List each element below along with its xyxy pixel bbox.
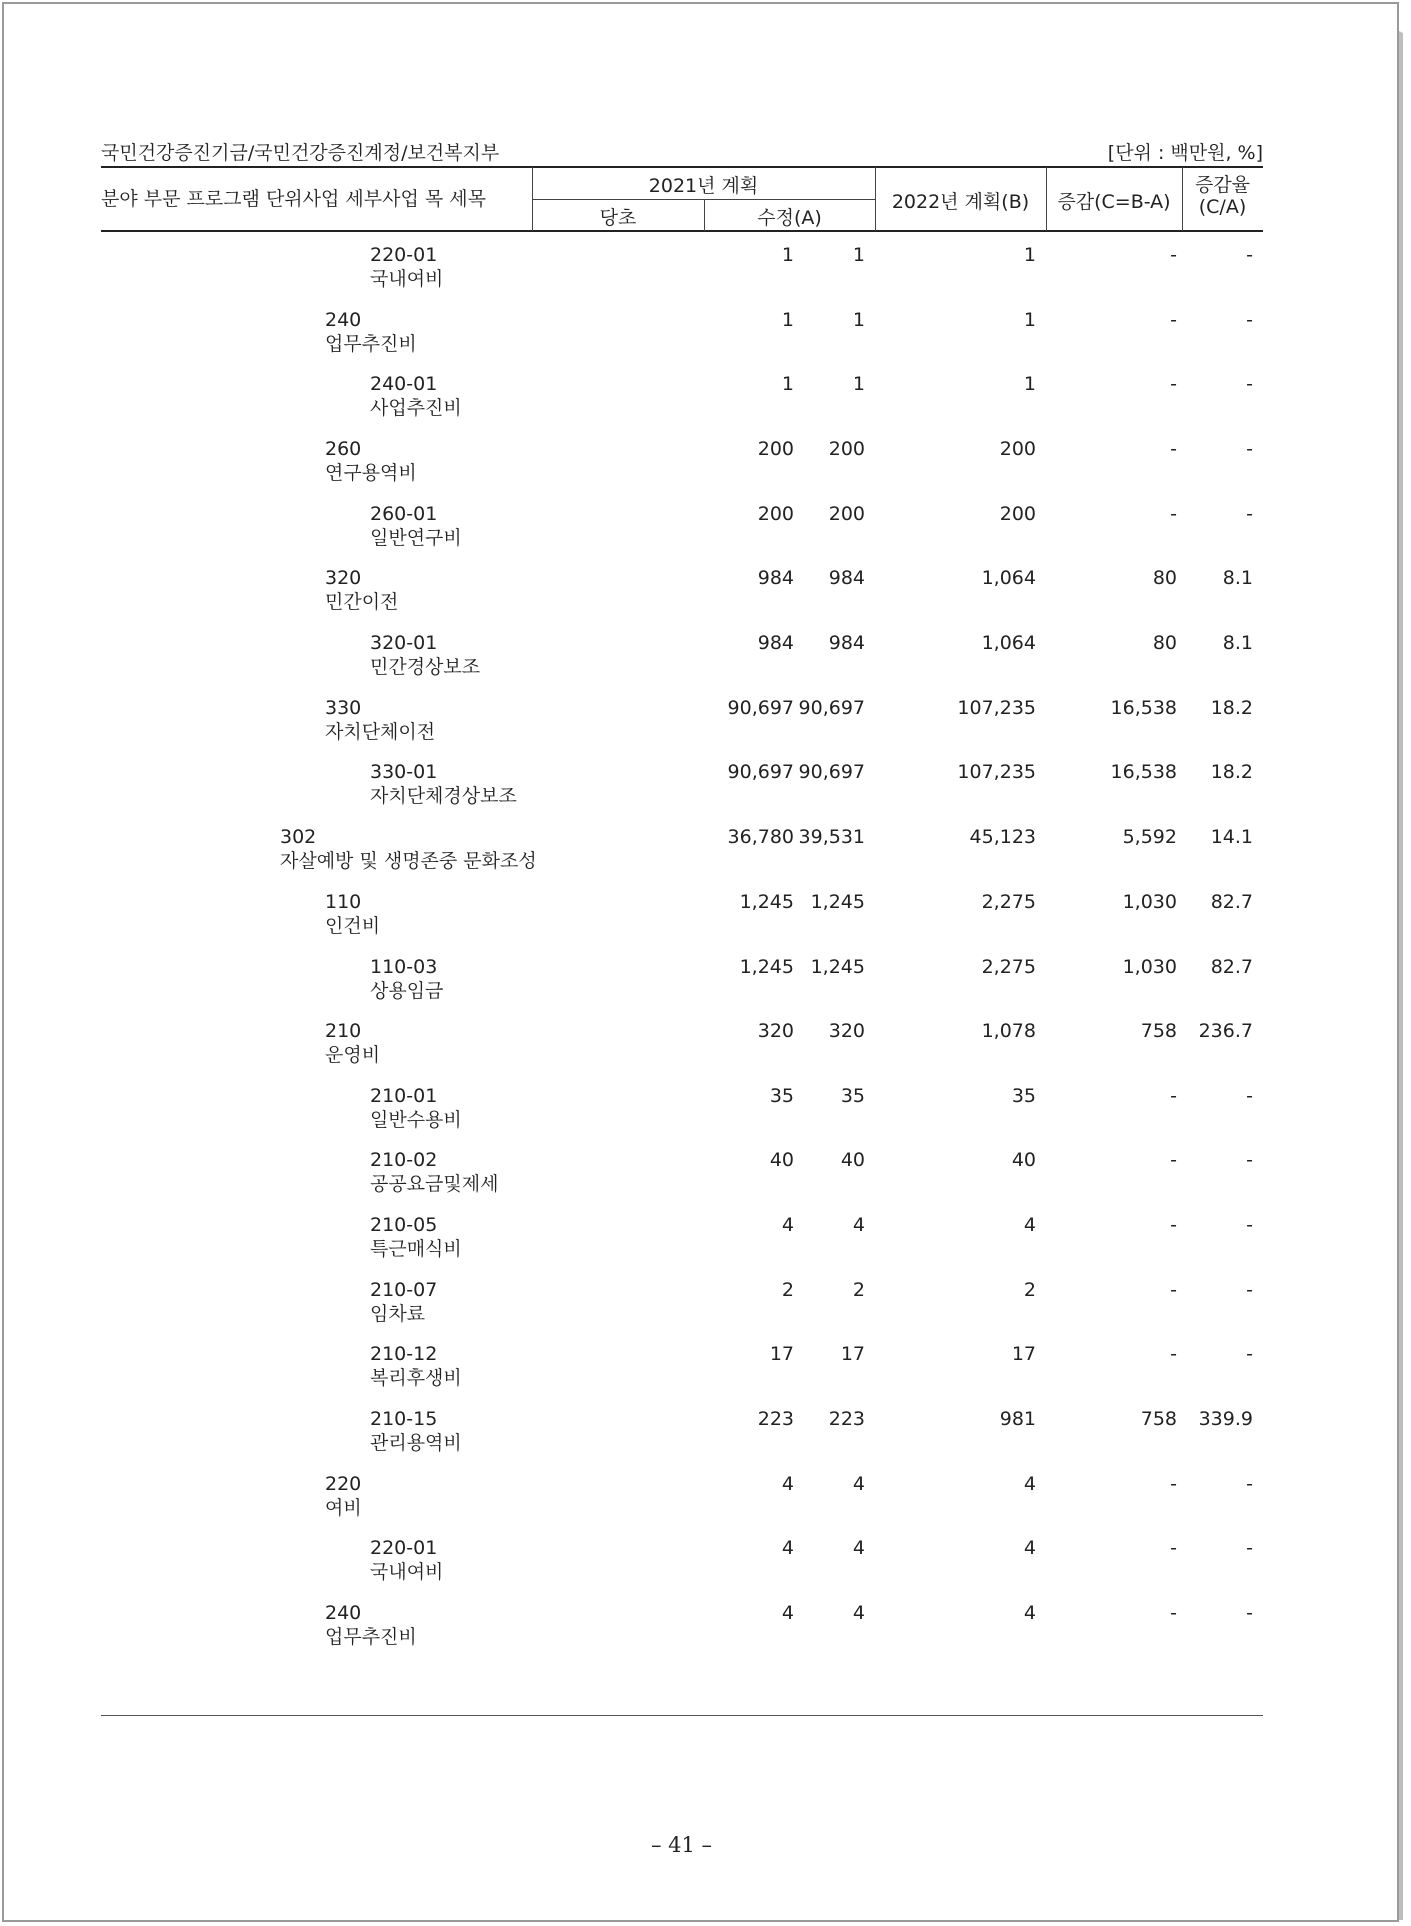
table-row [101, 891, 1263, 951]
row-name: 특근매식비 [370, 1238, 462, 1260]
row-plan-2022: 45,123 [969, 826, 1036, 848]
row-initial: 4 [781, 1214, 794, 1236]
row-code: 330 [325, 697, 362, 719]
header-rate [1182, 174, 1263, 218]
row-revised: 4 [852, 1473, 865, 1495]
row-change: - [1170, 373, 1177, 395]
row-plan-2022: 107,235 [957, 697, 1036, 719]
row-revised: 223 [828, 1408, 865, 1430]
table-row [101, 632, 1263, 692]
header-plan-2022: 2022년 계획(B) [891, 191, 1030, 213]
table-row [101, 1343, 1263, 1403]
row-rate: - [1246, 1085, 1253, 1107]
row-change: 758 [1140, 1020, 1177, 1042]
row-plan-2022: 1 [1023, 244, 1036, 266]
row-change: 80 [1152, 632, 1177, 654]
row-change: - [1170, 244, 1177, 266]
row-revised: 4 [852, 1537, 865, 1559]
row-name: 운영비 [325, 1044, 381, 1066]
row-rate: 8.1 [1222, 632, 1253, 654]
row-plan-2022: 2 [1023, 1279, 1036, 1301]
row-revised: 1 [852, 309, 865, 331]
row-revised: 1,245 [810, 891, 865, 913]
row-code: 330-01 [370, 761, 438, 783]
row-initial: 200 [757, 438, 794, 460]
row-change: 1,030 [1122, 891, 1177, 913]
row-plan-2022: 17 [1011, 1343, 1036, 1365]
row-revised: 984 [828, 632, 865, 654]
row-revised: 4 [852, 1602, 865, 1624]
row-code: 240 [325, 309, 362, 331]
header-revised: 수정(A) [757, 207, 822, 229]
table-header-bottom-rule [101, 230, 1263, 232]
row-initial: 1 [781, 244, 794, 266]
row-rate: - [1246, 244, 1253, 266]
table-row [101, 1537, 1263, 1597]
row-initial: 1 [781, 373, 794, 395]
row-rate: - [1246, 1343, 1253, 1365]
row-revised: 90,697 [798, 697, 865, 719]
row-name: 임차료 [370, 1303, 426, 1325]
row-name: 상용임금 [370, 980, 444, 1002]
table-row [101, 1020, 1263, 1080]
row-change: - [1170, 1085, 1177, 1107]
row-code: 240-01 [370, 373, 438, 395]
header-plan-2021: 2021년 계획 [648, 175, 759, 197]
row-name: 공공요금및제세 [370, 1173, 499, 1195]
row-name: 사업추진비 [370, 397, 462, 419]
table-row [101, 697, 1263, 757]
row-revised: 4 [852, 1214, 865, 1236]
row-name: 일반연구비 [370, 527, 462, 549]
row-change: - [1170, 1537, 1177, 1559]
table-row [101, 1085, 1263, 1145]
row-plan-2022: 981 [999, 1408, 1036, 1430]
row-change: 5,592 [1122, 826, 1177, 848]
row-initial: 90,697 [727, 761, 794, 783]
row-code: 210-07 [370, 1279, 438, 1301]
row-initial: 1,245 [739, 956, 794, 978]
row-plan-2022: 35 [1011, 1085, 1036, 1107]
table-row [101, 567, 1263, 627]
row-code: 210-15 [370, 1408, 438, 1430]
row-change: 16,538 [1110, 697, 1177, 719]
row-revised: 2 [852, 1279, 865, 1301]
table-row [101, 761, 1263, 821]
table-row [101, 826, 1263, 886]
row-rate: 339.9 [1198, 1408, 1253, 1430]
row-plan-2022: 1 [1023, 309, 1036, 331]
header-change: 증감(C=B-A) [1057, 191, 1171, 213]
row-change: - [1170, 1602, 1177, 1624]
row-code: 220-01 [370, 1537, 438, 1559]
row-plan-2022: 200 [999, 503, 1036, 525]
row-code: 220-01 [370, 244, 438, 266]
row-code: 240 [325, 1602, 362, 1624]
row-revised: 1 [852, 244, 865, 266]
page-number: – 41 – [650, 1833, 713, 1857]
row-rate: - [1246, 503, 1253, 525]
row-code: 302 [280, 826, 317, 848]
table-bottom-rule [101, 1715, 1263, 1716]
row-plan-2022: 4 [1023, 1602, 1036, 1624]
row-name: 국내여비 [370, 1561, 444, 1583]
row-name: 업무추진비 [325, 333, 417, 355]
document-page [2, 2, 1399, 1922]
row-name: 자살예방 및 생명존중 문화조성 [280, 850, 537, 872]
row-change: - [1170, 1279, 1177, 1301]
row-change: 80 [1152, 567, 1177, 589]
row-plan-2022: 1,064 [981, 567, 1036, 589]
row-plan-2022: 1 [1023, 373, 1036, 395]
row-initial: 984 [757, 632, 794, 654]
row-rate: 8.1 [1222, 567, 1253, 589]
header-rate-line1: 증감율 [1194, 174, 1251, 196]
row-plan-2022: 4 [1023, 1214, 1036, 1236]
row-revised: 200 [828, 503, 865, 525]
row-code: 110 [325, 891, 362, 913]
row-initial: 4 [781, 1473, 794, 1495]
row-code: 320 [325, 567, 362, 589]
row-change: 758 [1140, 1408, 1177, 1430]
row-change: - [1170, 1149, 1177, 1171]
table-row [101, 1214, 1263, 1274]
row-plan-2022: 200 [999, 438, 1036, 460]
row-name: 연구용역비 [325, 462, 417, 484]
row-change: - [1170, 503, 1177, 525]
row-plan-2022: 1,064 [981, 632, 1036, 654]
row-code: 260 [325, 438, 362, 460]
row-revised: 320 [828, 1020, 865, 1042]
row-code: 320-01 [370, 632, 438, 654]
row-change: - [1170, 1343, 1177, 1365]
header-category: 분야 부문 프로그램 단위사업 세부사업 목 세목 [101, 188, 486, 210]
row-code: 110-03 [370, 956, 438, 978]
row-name: 복리후생비 [370, 1367, 462, 1389]
row-code: 210-12 [370, 1343, 438, 1365]
row-change: - [1170, 1473, 1177, 1495]
row-revised: 17 [840, 1343, 865, 1365]
row-name: 관리용역비 [370, 1432, 462, 1454]
row-initial: 36,780 [727, 826, 794, 848]
row-initial: 2 [781, 1279, 794, 1301]
row-initial: 320 [757, 1020, 794, 1042]
row-rate: 18.2 [1210, 761, 1253, 783]
row-plan-2022: 4 [1023, 1473, 1036, 1495]
row-name: 여비 [325, 1497, 362, 1519]
row-initial: 200 [757, 503, 794, 525]
row-initial: 40 [769, 1149, 794, 1171]
row-rate: - [1246, 438, 1253, 460]
row-name: 인건비 [325, 915, 381, 937]
row-change: 1,030 [1122, 956, 1177, 978]
row-code: 260-01 [370, 503, 438, 525]
row-revised: 90,697 [798, 761, 865, 783]
row-name: 국내여비 [370, 268, 444, 290]
row-code: 210-05 [370, 1214, 438, 1236]
row-revised: 39,531 [798, 826, 865, 848]
row-revised: 984 [828, 567, 865, 589]
row-plan-2022: 2,275 [981, 956, 1036, 978]
table-row [101, 244, 1263, 304]
header-rate-line2: (C/A) [1198, 196, 1247, 218]
row-rate: 14.1 [1210, 826, 1253, 848]
row-change: - [1170, 1214, 1177, 1236]
row-plan-2022: 2,275 [981, 891, 1036, 913]
row-name: 업무추진비 [325, 1626, 417, 1648]
row-initial: 4 [781, 1602, 794, 1624]
table-row [101, 956, 1263, 1016]
row-rate: 18.2 [1210, 697, 1253, 719]
row-revised: 1 [852, 373, 865, 395]
row-rate: 236.7 [1198, 1020, 1253, 1042]
row-code: 210 [325, 1020, 362, 1042]
row-revised: 40 [840, 1149, 865, 1171]
row-code: 210-02 [370, 1149, 438, 1171]
table-row [101, 503, 1263, 563]
table-row [101, 1473, 1263, 1533]
row-rate: - [1246, 373, 1253, 395]
row-initial: 35 [769, 1085, 794, 1107]
budget-account-title: 국민건강증진기금/국민건강증진계정/보건복지부 [101, 142, 500, 164]
row-revised: 35 [840, 1085, 865, 1107]
header-initial: 당초 [599, 207, 637, 229]
table-row [101, 1279, 1263, 1339]
row-rate: - [1246, 1214, 1253, 1236]
row-rate: - [1246, 309, 1253, 331]
row-rate: - [1246, 1473, 1253, 1495]
row-initial: 1 [781, 309, 794, 331]
row-code: 210-01 [370, 1085, 438, 1107]
row-rate: - [1246, 1537, 1253, 1559]
row-name: 자치단체경상보조 [370, 785, 517, 807]
row-code: 220 [325, 1473, 362, 1495]
row-revised: 200 [828, 438, 865, 460]
table-row [101, 309, 1263, 369]
row-rate: - [1246, 1149, 1253, 1171]
unit-label: [단위 : 백만원, %] [1107, 142, 1263, 164]
row-initial: 90,697 [727, 697, 794, 719]
row-change: 16,538 [1110, 761, 1177, 783]
table-row [101, 1408, 1263, 1468]
row-name: 자치단체이전 [325, 721, 436, 743]
row-change: - [1170, 438, 1177, 460]
row-name: 일반수용비 [370, 1109, 462, 1131]
row-plan-2022: 40 [1011, 1149, 1036, 1171]
row-name: 민간이전 [325, 591, 399, 613]
row-initial: 984 [757, 567, 794, 589]
row-name: 민간경상보조 [370, 656, 481, 678]
row-rate: 82.7 [1210, 956, 1253, 978]
row-rate: 82.7 [1210, 891, 1253, 913]
row-initial: 1,245 [739, 891, 794, 913]
table-row [101, 373, 1263, 433]
row-revised: 1,245 [810, 956, 865, 978]
row-initial: 4 [781, 1537, 794, 1559]
row-initial: 223 [757, 1408, 794, 1430]
row-initial: 17 [769, 1343, 794, 1365]
table-row [101, 1602, 1263, 1662]
table-top-rule [101, 166, 1263, 168]
row-rate: - [1246, 1602, 1253, 1624]
table-row [101, 1149, 1263, 1209]
row-plan-2022: 4 [1023, 1537, 1036, 1559]
table-row [101, 438, 1263, 498]
row-plan-2022: 1,078 [981, 1020, 1036, 1042]
row-plan-2022: 107,235 [957, 761, 1036, 783]
row-rate: - [1246, 1279, 1253, 1301]
row-change: - [1170, 309, 1177, 331]
